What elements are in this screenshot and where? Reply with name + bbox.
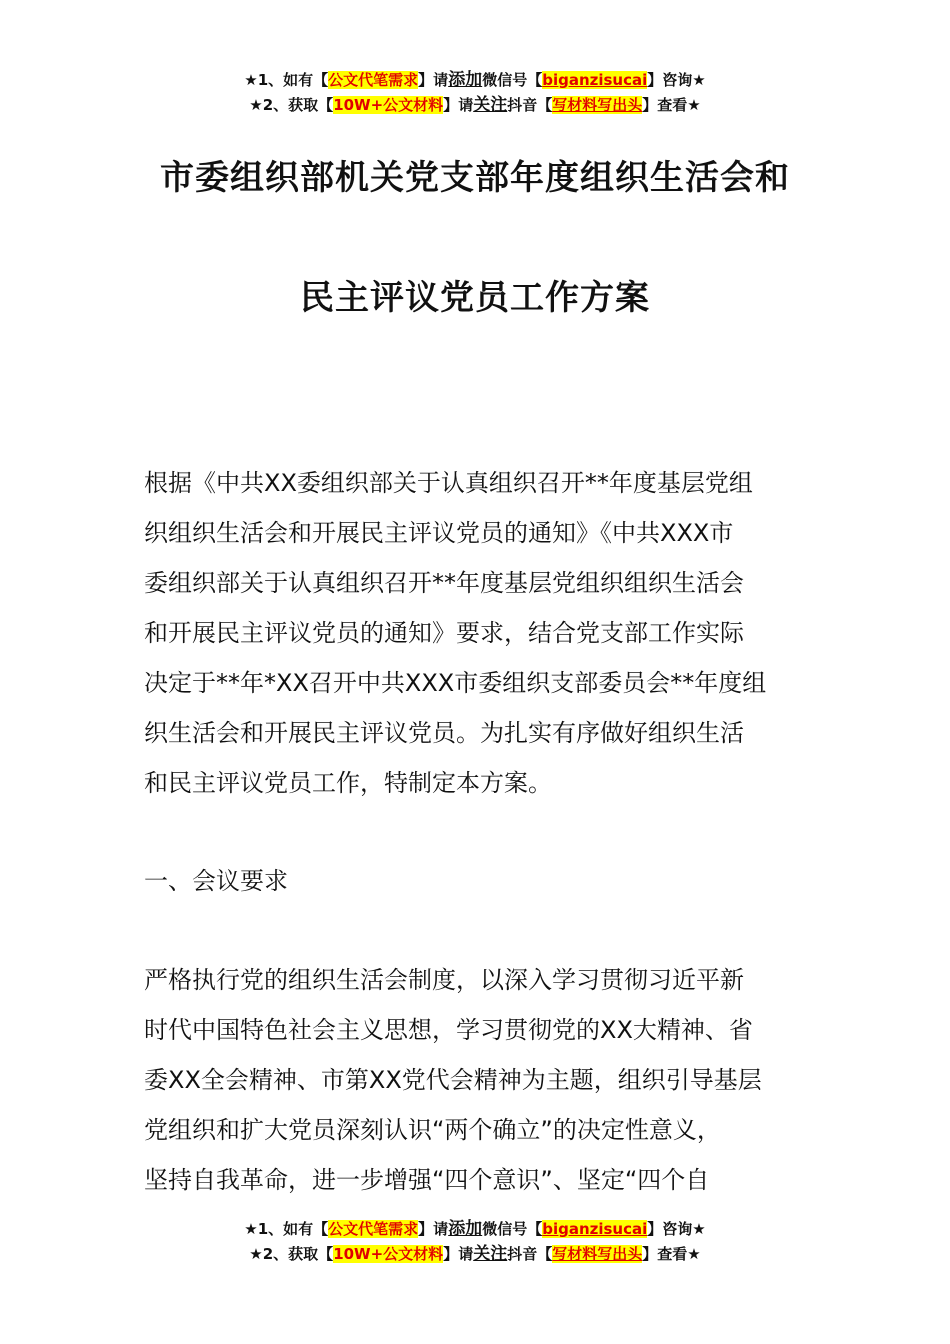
ad-line-2 [0, 1242, 950, 1267]
text-line: 织组织生活会和开展民主评议党员的通知》《中共XXX市 [144, 519, 734, 547]
ad-line-2 [0, 93, 950, 118]
paragraph-2 [144, 955, 814, 1205]
ad-highlight: 公文代笔需求 [328, 71, 419, 89]
ad-text: 】请 [418, 71, 449, 89]
ad-text: 】请 [418, 1220, 449, 1238]
text-line: 坚持自我革命，进一步增强“四个意识”、坚定“四个自 [144, 1166, 710, 1194]
text-line: 党组织和扩大党员深刻认识“两个确立”的决定性意义， [144, 1116, 721, 1144]
wechat-id: biganzisucai [542, 1220, 648, 1238]
ad-emphasis: 关注 [473, 1244, 508, 1264]
heading-text: 一、会议要求 [144, 867, 288, 895]
ad-text: 】查看★ [642, 96, 701, 114]
douyin-id: 写材料写出头 [552, 96, 643, 114]
title-line-1: 市委组织部机关党支部年度组织生活会和 [160, 158, 790, 198]
ad-highlight: 公文代笔需求 [328, 1220, 419, 1238]
ad-text: 】查看★ [642, 1245, 701, 1263]
section-heading [144, 856, 814, 906]
ad-text: ★1、如有【 [244, 71, 329, 89]
ad-line-1 [0, 1217, 950, 1242]
text-line: 织生活会和开展民主评议党员。为扎实有序做好组织生活 [144, 719, 744, 747]
ad-text: ★2、获取【 [249, 1245, 334, 1263]
ad-emphasis: 添加 [448, 1219, 483, 1239]
ad-emphasis: 关注 [473, 95, 508, 115]
ad-text: 微信号【 [482, 71, 543, 89]
ad-text: 微信号【 [482, 1220, 543, 1238]
text-line: 根据《中共XX委组织部关于认真组织召开**年度基层党组 [144, 469, 753, 497]
ad-text: 】请 [443, 1245, 474, 1263]
ad-text: 抖音【 [507, 96, 553, 114]
title-line-2: 民主评议党员工作方案 [300, 278, 650, 318]
footer-ad [0, 1217, 950, 1267]
douyin-id: 写材料写出头 [552, 1245, 643, 1263]
ad-text: 抖音【 [507, 1245, 553, 1263]
ad-highlight: 10W+公文材料 [333, 96, 444, 114]
ad-text: 】咨询★ [647, 71, 706, 89]
text-line: 时代中国特色社会主义思想，学习贯彻党的XX大精神、省 [144, 1016, 753, 1044]
ad-text: ★2、获取【 [249, 96, 334, 114]
ad-text: 】咨询★ [647, 1220, 706, 1238]
text-line: 决定于**年*XX召开中共XXX市委组织支部委员会**年度组 [144, 669, 767, 697]
paragraph-1 [144, 458, 814, 808]
text-line: 委组织部关于认真组织召开**年度基层党组织组织生活会 [144, 569, 744, 597]
ad-text: ★1、如有【 [244, 1220, 329, 1238]
ad-text: 】请 [443, 96, 474, 114]
text-line: 严格执行党的组织生活会制度，以深入学习贯彻习近平新 [144, 966, 744, 994]
ad-line-1 [0, 68, 950, 93]
text-line: 和民主评议党员工作，特制定本方案。 [144, 769, 552, 797]
text-line: 委XX全会精神、市第XX党代会精神为主题，组织引导基层 [144, 1066, 762, 1094]
header-ad [0, 68, 950, 118]
ad-emphasis: 添加 [448, 70, 483, 90]
text-line: 和开展民主评议党员的通知》要求，结合党支部工作实际 [144, 619, 744, 647]
wechat-id: biganzisucai [542, 71, 648, 89]
ad-highlight: 10W+公文材料 [333, 1245, 444, 1263]
